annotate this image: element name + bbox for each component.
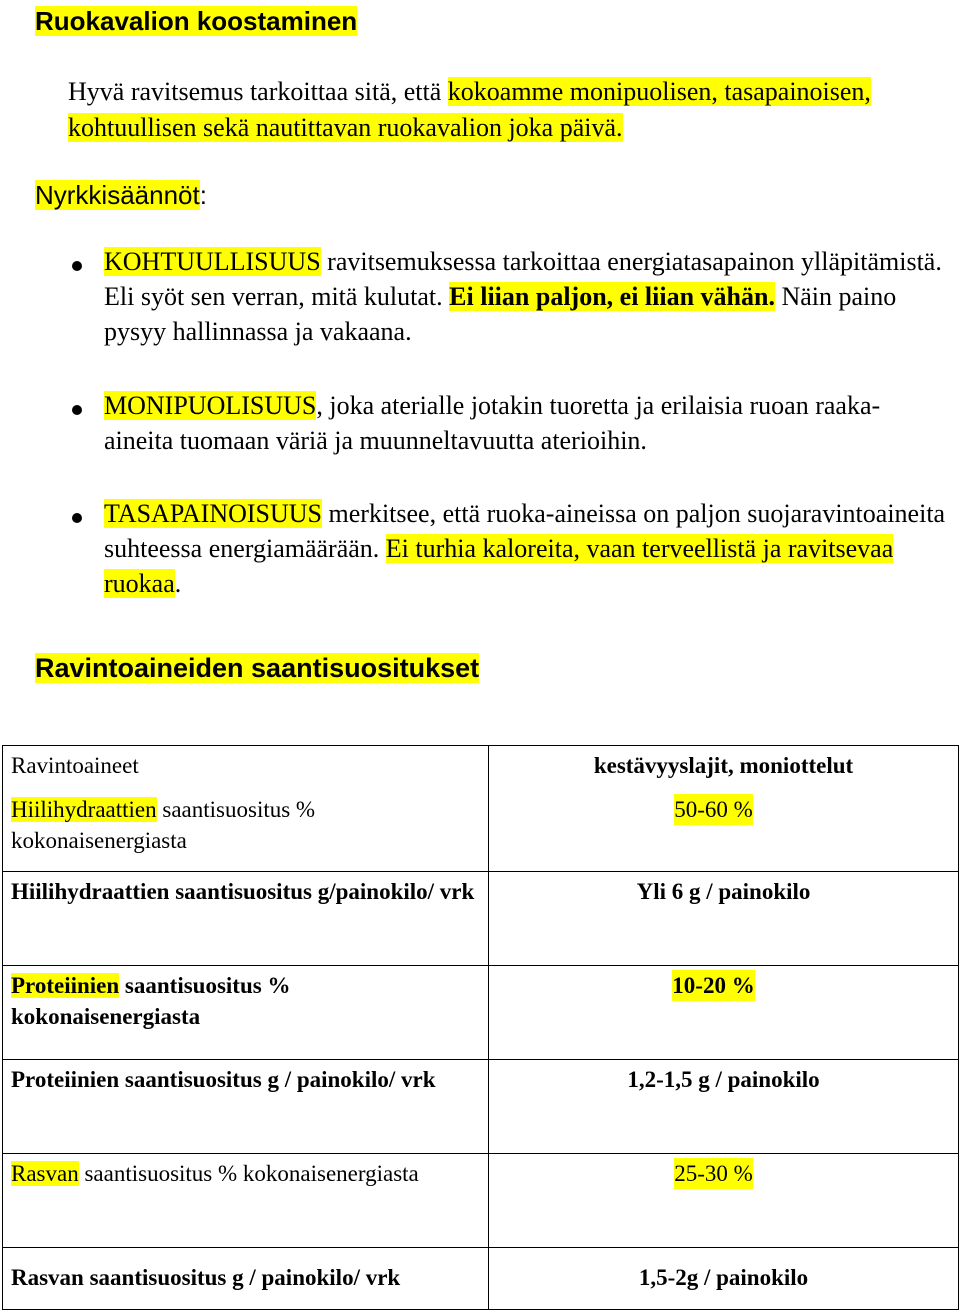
row-label: Hiilihydraattien saantisuositus % kokonaisenergiasta	[3, 794, 489, 872]
bullet-icon	[72, 513, 82, 523]
header-label: Ravintoaineet	[3, 746, 489, 794]
table-row	[3, 872, 959, 966]
rule-text: TASAPAINOISUUS merkitsee, että ruoka-aineissa on paljon suojaravintoaineita suhteessa energiamäärään. Ei turhia kaloreita, vaan terveellistä ja ravitsevaa ruokaa.	[104, 499, 946, 598]
table-heading: Ravintoaineiden saantisuositukset	[35, 653, 480, 683]
intro-paragraph: Hyvä ravitsemus tarkoittaa sitä, että kokoamme monipuolisen, tasapainoisen, kohtuullisen sekä nautittavan ruokavalion joka päivä.	[68, 77, 871, 142]
row-label: Rasvan saantisuositus g / painokilo/ vrk	[3, 1248, 489, 1310]
row-value: Yli 6 g / painokilo	[489, 872, 959, 966]
row-label: Proteiinien saantisuositus g / painokilo/ vrk	[3, 1060, 489, 1154]
rule-text: MONIPUOLISUUS, joka aterialle jotakin tuoretta ja erilaisia ruoan raaka-aineita tuomaan väriä ja muunneltavuutta aterioihin.	[104, 391, 881, 455]
table-row	[3, 966, 959, 1060]
table-row	[3, 794, 959, 872]
table-row	[3, 1060, 959, 1154]
rule-text: KOHTUULLISUUS ravitsemuksessa tarkoittaa energiatasapainon ylläpitämistä. Eli syöt sen verran, mitä kulutat. Ei liian paljon, ei liian vähän. Näin paino pysyy hallinnassa ja vakaana.	[104, 247, 942, 346]
row-label: Rasvan saantisuositus % kokonaisenergiasta	[3, 1154, 489, 1248]
bullet-icon	[72, 261, 82, 271]
row-value: 50-60 %	[489, 794, 959, 872]
table-header-row	[3, 746, 959, 794]
row-value: 25-30 %	[489, 1154, 959, 1248]
row-value: 10-20 %	[489, 966, 959, 1060]
rules-title: Nyrkkisäännöt:	[35, 180, 207, 210]
table-row	[3, 1248, 959, 1310]
row-label: Proteiinien saantisuositus % kokonaisenergiasta	[3, 966, 489, 1060]
table-row	[3, 1154, 959, 1248]
page-heading: Ruokavalion koostaminen	[35, 6, 358, 36]
bullet-icon	[72, 405, 82, 415]
row-label: Hiilihydraattien saantisuositus g/painokilo/ vrk	[3, 872, 489, 966]
row-value: 1,5-2g / painokilo	[489, 1248, 959, 1310]
nutrient-table	[2, 745, 959, 1310]
row-value: 1,2-1,5 g / painokilo	[489, 1060, 959, 1154]
header-value: kestävyyslajit, moniottelut	[489, 746, 959, 794]
